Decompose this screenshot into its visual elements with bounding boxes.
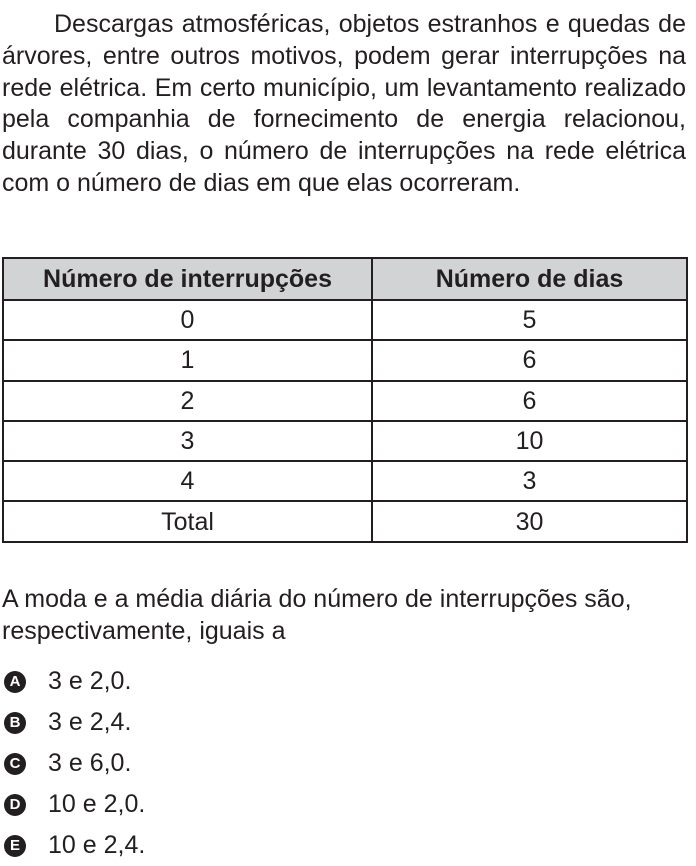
option-e[interactable]: [4, 825, 145, 866]
option-d-text: 10 e 2,0.: [48, 790, 146, 818]
table-row: [3, 340, 687, 380]
interruptions-table: [2, 257, 688, 543]
intro-paragraph: Descargas atmosféricas, objetos estranhos e quedas de árvores, entre outros motivos, podem gerar interrupções na rede elétrica. Em certo município, um levantamento realizado pela companhia de fornecimento de energia relacionou, durante 30 dias, o número de interrupções na rede elétrica com o número de dias em que elas ocorreram.: [2, 10, 686, 197]
table-row: [3, 461, 687, 501]
cell-total-label: Total: [3, 501, 372, 541]
cell-total-days: 30: [372, 501, 687, 541]
option-a[interactable]: [4, 661, 145, 702]
option-d[interactable]: [4, 784, 145, 825]
cell-days: 3: [372, 461, 687, 501]
cell-days: 6: [372, 381, 687, 421]
option-c-text: 3 e 6,0.: [48, 749, 132, 777]
cell-interruptions: 2: [3, 381, 372, 421]
option-b-text: 3 e 2,4.: [48, 708, 132, 736]
option-c[interactable]: [4, 743, 145, 784]
table-header-row: [3, 258, 687, 300]
table-row: [3, 300, 687, 340]
answer-options: [4, 661, 145, 866]
option-letter-c-icon: C: [4, 753, 26, 775]
cell-days: 6: [372, 340, 687, 380]
option-a-text: 3 e 2,0.: [48, 667, 132, 695]
header-interruptions: Número de interrupções: [3, 258, 372, 300]
cell-interruptions: 4: [3, 461, 372, 501]
cell-days: 5: [372, 300, 687, 340]
option-letter-b-icon: B: [4, 712, 26, 734]
question-text: A moda e a média diária do número de interrupções são, respectivamente, iguais a: [2, 585, 632, 645]
header-days: Número de dias: [372, 258, 687, 300]
table-row: [3, 381, 687, 421]
option-letter-e-icon: E: [4, 835, 26, 857]
option-letter-d-icon: D: [4, 794, 26, 816]
option-b[interactable]: [4, 702, 145, 743]
cell-days: 10: [372, 421, 687, 461]
cell-interruptions: 1: [3, 340, 372, 380]
cell-interruptions: 0: [3, 300, 372, 340]
option-letter-a-icon: A: [4, 671, 26, 693]
option-e-text: 10 e 2,4.: [48, 831, 146, 859]
table-row: [3, 421, 687, 461]
table-total-row: [3, 501, 687, 541]
cell-interruptions: 3: [3, 421, 372, 461]
